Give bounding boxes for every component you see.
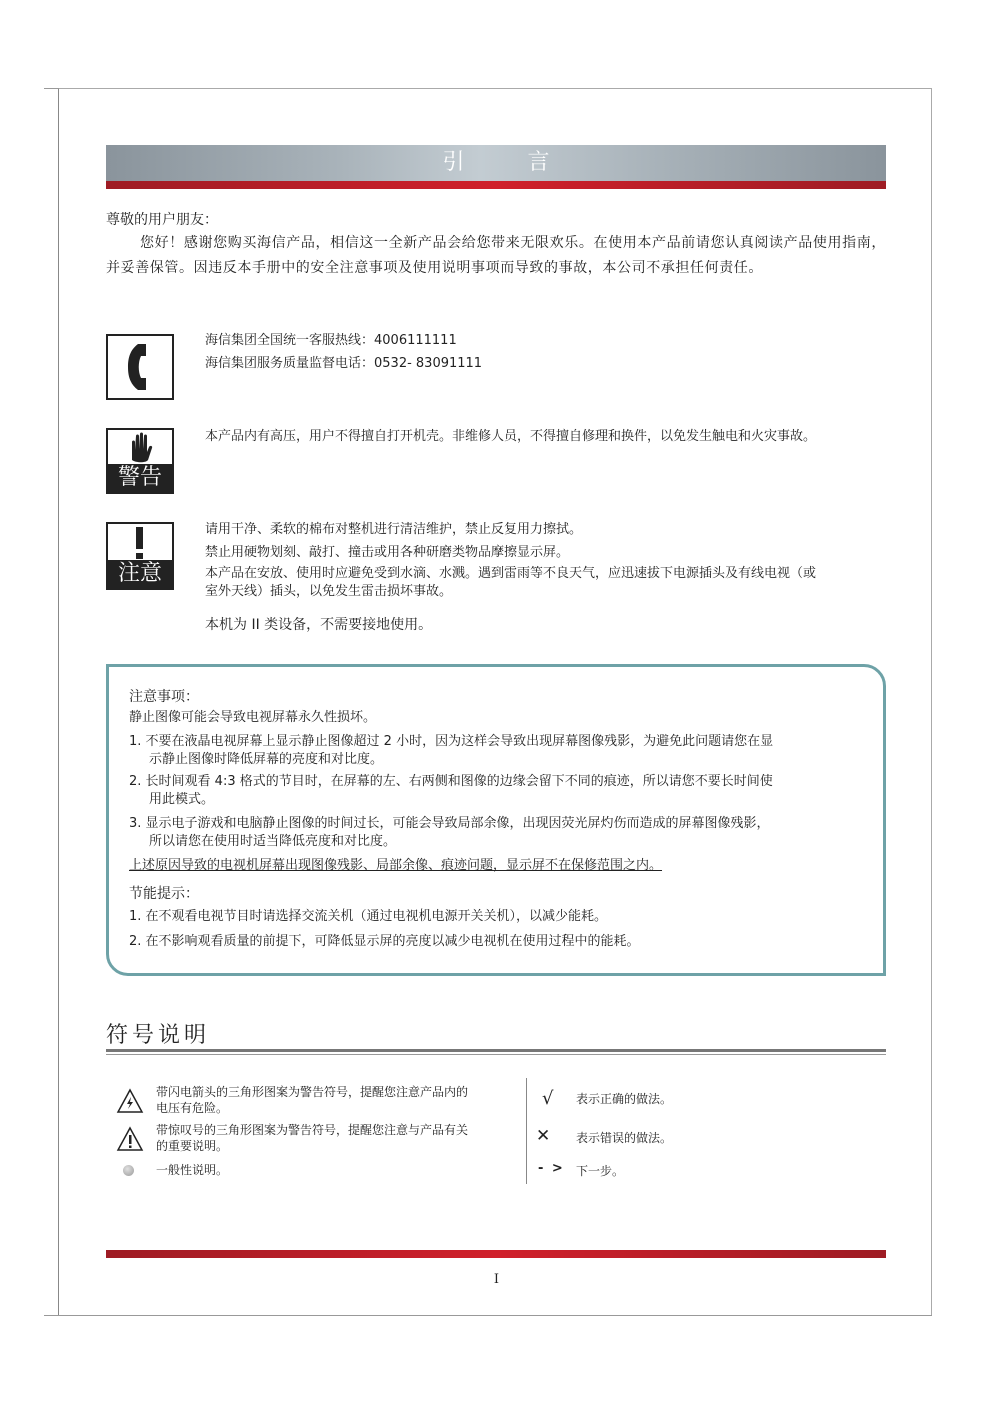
crop-mark-bottom: [44, 1315, 932, 1316]
symbols-divider: [526, 1078, 527, 1184]
page-number: I: [493, 1272, 500, 1287]
lightning-triangle-icon: [116, 1088, 144, 1118]
exclaim-desc-b: 的重要说明。: [156, 1139, 229, 1153]
title-underline: [106, 181, 886, 189]
exclaim-desc-a: 带惊叹号的三角形图案为警告符号，提醒您注意与产品有关: [156, 1123, 469, 1137]
lightning-desc-a: 带闪电箭头的三角形图案为警告符号，提醒您注意产品内的: [156, 1085, 469, 1099]
caution-scratch: 禁止用硬物划刻、敲打、撞击或用各种研磨类物品摩擦显示屏。: [205, 545, 570, 560]
caution-label: 注意: [108, 560, 172, 588]
hotline-supervision: 海信集团服务质量监督电话：0532- 83091111: [205, 356, 483, 371]
notice-item-1a: 1. 不要在液晶电视屏幕上显示静止图像超过 2 小时，因为这样会导致出现屏幕图像残影，为避免此问题请您在显: [129, 734, 774, 749]
hotline-service: 海信集团全国统一客服热线：4006111111: [205, 333, 457, 348]
next-desc: 下一步。: [576, 1164, 625, 1178]
energy-heading: 节能提示：: [129, 886, 199, 902]
caution-water: 本产品在安放、使用时应避免受到水滴、水溅。遇到雷雨等不良天气，应迅速拔下电源插头及有线电视（或: [205, 566, 817, 581]
general-dot-icon: [123, 1165, 134, 1176]
symbols-rule-thick: [106, 1049, 886, 1052]
warning-text: 本产品内有高压，用户不得擅自打开机壳。非维修人员，不得擅自修理和换件，以免发生触电和火灾事故。: [205, 429, 817, 444]
footer-bar: [106, 1250, 886, 1258]
symbols-title: 符号说明: [106, 1023, 211, 1048]
notice-heading: 注意事项：: [129, 689, 199, 705]
notice-item-3b: 所以请您在使用时适当降低亮度和对比度。: [149, 834, 397, 849]
notice-item-3a: 3. 显示电子游戏和电脑静止图像的时间过长，可能会导致局部余像，出现因荧光屏灼伤而造成的屏幕图像残影，: [129, 816, 770, 831]
wrong-desc: 表示错误的做法。: [576, 1131, 673, 1145]
general-desc: 一般性说明。: [156, 1163, 229, 1177]
class-ii-note: 本机为 II 类设备，不需要接地使用。: [205, 617, 433, 633]
next-arrow-icon: - >: [538, 1161, 565, 1176]
notice-item-2a: 2. 长时间观看 4:3 格式的节目时，在屏幕的左、右两侧和图像的边缘会留下不同的痕迹，所以请您不要长时间使: [129, 774, 773, 789]
cross-mark-icon: ✕: [536, 1126, 551, 1146]
page-title: 引 言: [106, 145, 886, 181]
exclamation-triangle-icon: [116, 1126, 144, 1156]
warning-label: 警告: [108, 464, 172, 492]
notice-item-2b: 用此模式。: [149, 792, 215, 807]
notice-warranty: 上述原因导致的电视机屏幕出现图像残影、局部余像、痕迹问题，显示屏不在保修范围之内。: [129, 858, 663, 873]
caution-cleaning: 请用干净、柔软的棉布对整机进行清洁维护，禁止反复用力擦拭。: [205, 522, 583, 537]
energy-item-1: 1. 在不观看电视节目时请选择交流关机（通过电视机电源开关关机），以减少能耗。: [129, 909, 608, 924]
caution-exclamation-icon: [106, 522, 174, 590]
notice-item-1b: 示静止图像时降低屏幕的亮度和对比度。: [149, 752, 384, 767]
salutation: 尊敬的用户朋友：: [106, 212, 218, 228]
warning-hand-icon: [106, 428, 174, 494]
crop-mark-top: [44, 88, 58, 89]
phone-icon: [106, 334, 174, 400]
intro-body: 您好！感谢您购买海信产品，相信这一全新产品会给您带来无限欢乐。在使用本产品前请您认真阅读产品使用指南，并妥善保管。因违反本手册中的安全注意事项及使用说明事项而导致的事故，本公司不承担任何责任。: [106, 235, 886, 276]
correct-desc: 表示正确的做法。: [576, 1092, 673, 1106]
caution-water-cont: 室外天线）插头，以免发生雷击损坏事故。: [205, 584, 453, 599]
energy-item-2: 2. 在不影响观看质量的前提下，可降低显示屏的亮度以减少电视机在使用过程中的能耗。: [129, 934, 640, 949]
symbols-rule-thin: [106, 1054, 886, 1055]
check-mark-icon: √: [542, 1088, 554, 1109]
notice-subheading: 静止图像可能会导致电视屏幕永久性损坏。: [129, 710, 377, 725]
lightning-desc-b: 电压有危险。: [156, 1101, 229, 1115]
notice-box: [106, 664, 886, 976]
